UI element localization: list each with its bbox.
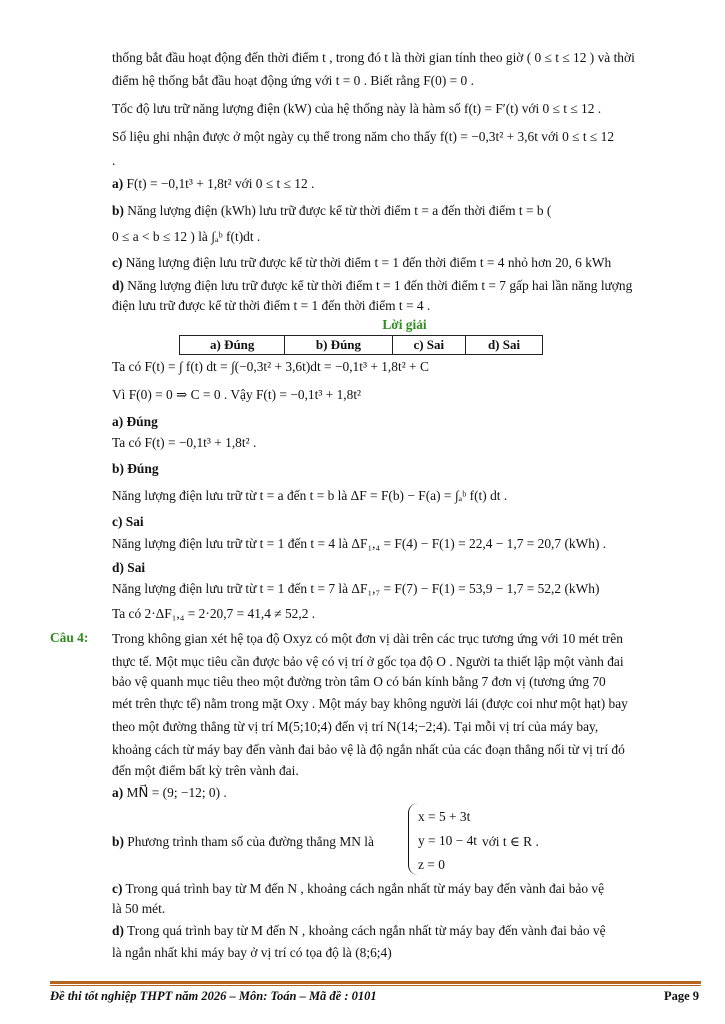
text-line: 0 ≤ a < b ≤ 12 ) là ∫ₐᵇ f(t)dt . — [112, 229, 261, 244]
footer-rule — [50, 981, 701, 984]
statement-label: b) — [112, 203, 124, 218]
question-text: khoảng cách từ máy bay đến vành đai bảo vệ là độ ngắn nhất của các đoạn thẳng nối từ vị trí đó — [112, 742, 625, 757]
question-text: thực tế. Một mục tiêu cần được bảo vệ có vị trí ở gốc tọa độ O . Người ta thiết lập một vành đai — [112, 654, 624, 669]
footer-title: Đề thi tốt nghiệp THPT năm 2026 – Môn: Toán – Mã đề : 0101 — [50, 989, 377, 1003]
question-text: bảo vệ quanh mục tiêu theo một đường tròn tâm O có bán kính bằng 7 đơn vị (tương ứng 70 — [112, 674, 606, 689]
footer-rule-thin — [50, 985, 701, 986]
question-text: theo một đường thẳng từ vị trí M(5;10;4) đến vị trí N(14;−2;4). Tại mỗi vị trí của máy bay, — [112, 719, 599, 734]
solution-heading-b: b) Đúng — [112, 461, 159, 476]
statement-text: Năng lượng điện lưu trữ được kể từ thời điểm t = 1 đến thời điểm t = 7 gấp hai lần năng lượng — [127, 278, 633, 293]
solution-line: Ta có F(t) = −0,1t³ + 1,8t² . — [112, 435, 257, 450]
solution-line: Năng lượng điện lưu trữ từ t = 1 đến t = 7 là ΔF₁,₇ = F(7) − F(1) = 53,9 − 1,7 = 52,2 (kWh) — [112, 581, 600, 596]
solution-heading-c: c) Sai — [112, 514, 144, 529]
solution-heading-d: d) Sai — [112, 560, 146, 575]
statement-text: Trong quá trình bay từ M đến N , khoảng cách ngắn nhất từ máy bay đến vành đai bảo vệ — [125, 881, 605, 896]
statement-b — [112, 202, 697, 220]
solution-heading: Lời giải — [382, 317, 427, 332]
statement-label: c) — [112, 255, 123, 270]
statement-c — [112, 880, 697, 898]
system-line: y = 10 − 4t — [418, 833, 477, 848]
statement-text: F(t) = −0,1t³ + 1,8t² với 0 ≤ t ≤ 12 . — [126, 176, 315, 191]
system-line: z = 0 — [418, 857, 445, 872]
solution-line: Năng lượng điện lưu trữ từ t = 1 đến t = 4 là ΔF₁,₄ = F(4) − F(1) = 22,4 − 1,7 = 20,7 (kWh) . — [112, 536, 607, 551]
question-text: Trong không gian xét hệ tọa độ Oxyz có một đơn vị dài trên các trục tương ứng với 10 mét trên — [112, 631, 623, 646]
page-number: Page 9 — [663, 989, 699, 1003]
statement-label: a) — [112, 785, 124, 800]
statement-text: Năng lượng điện lưu trữ được kể từ thời điểm t = 1 đến thời điểm t = 4 nhỏ hơn 20, 6 kWh — [125, 255, 612, 270]
solution-line: Năng lượng điện lưu trữ từ t = a đến t = b là ΔF = F(b) − F(a) = ∫ₐᵇ f(t) dt . — [112, 488, 508, 503]
text-line: là 50 mét. — [112, 901, 166, 916]
question-text: đến một điểm bất kỳ trên vành đai. — [112, 763, 299, 778]
answer-cell: d) Sai — [466, 336, 543, 355]
answer-cell: a) Đúng — [180, 336, 285, 355]
text-line: Tốc độ lưu trữ năng lượng điện (kW) của hệ thống này là hàm số f(t) = F′(t) với 0 ≤ t ≤ 12 . — [112, 101, 602, 116]
solution-line: Ta có 2·ΔF₁,₄ = 2·20,7 = 41,4 ≠ 52,2 . — [112, 606, 316, 621]
system-line: x = 5 + 3t — [418, 809, 471, 824]
statement-text: Năng lượng điện (kWh) lưu trữ được kể từ thời điểm t = a đến thời điểm t = b ( — [127, 203, 552, 218]
statement-a — [112, 784, 697, 802]
text-line: điểm hệ thống bắt đầu hoạt động ứng với t = 0 . Biết rằng F(0) = 0 . — [112, 73, 474, 88]
answer-cell: b) Đúng — [285, 336, 392, 355]
statement-label: b) — [112, 834, 124, 849]
statement-text: MN⃗ = (9; −12; 0) . — [126, 785, 227, 800]
answer-table — [179, 335, 543, 355]
text-line: điện lưu trữ được kể từ thời điểm t = 1 đến thời điểm t = 4 . — [112, 298, 431, 313]
system-tail: với t ∈ R . — [482, 834, 539, 849]
statement-label: c) — [112, 881, 123, 896]
text-line: Số liệu ghi nhận được ở một ngày cụ thể trong năm cho thấy f(t) = −0,3t² + 3,6t với 0 ≤ t ≤ 12 — [112, 129, 615, 144]
statement-label: a) — [112, 176, 124, 191]
statement-d — [112, 922, 697, 940]
statement-label: d) — [112, 278, 124, 293]
answer-cell: c) Sai — [392, 336, 466, 355]
statement-text: Trong quá trình bay từ M đến N , khoảng cách ngắn nhất từ máy bay đến vành đai bảo vệ — [127, 923, 606, 938]
solution-line: Vì F(0) = 0 ⇒ C = 0 . Vậy F(t) = −0,1t³ + 1,8t² — [112, 387, 362, 402]
text-line: là ngắn nhất khi máy bay ở vị trí có tọa độ là (8;6;4) — [112, 945, 392, 960]
text-line: thống bắt đầu hoạt động đến thời điểm t , trong đó t là thời gian tính theo giờ ( 0 ≤ t ≤ 12 ) và thời — [112, 50, 635, 65]
statement-label: d) — [112, 923, 124, 938]
statement-text: Phương trình tham số của đường thẳng MN là — [127, 834, 374, 849]
question-text: mét trên thực tế) nằm trong mặt Oxy . Một máy bay không người lái (được coi như một hạt) bay — [112, 696, 628, 711]
statement-d — [112, 277, 697, 295]
statement-c — [112, 254, 697, 272]
solution-line: Ta có F(t) = ∫ f(t) dt = ∫(−0,3t² + 3,6t)dt = −0,1t³ + 1,8t² + C — [112, 359, 429, 374]
text-line: . — [112, 153, 116, 168]
statement-a — [112, 175, 697, 193]
question-label: Câu 4: — [50, 630, 89, 645]
solution-heading-a: a) Đúng — [112, 414, 158, 429]
